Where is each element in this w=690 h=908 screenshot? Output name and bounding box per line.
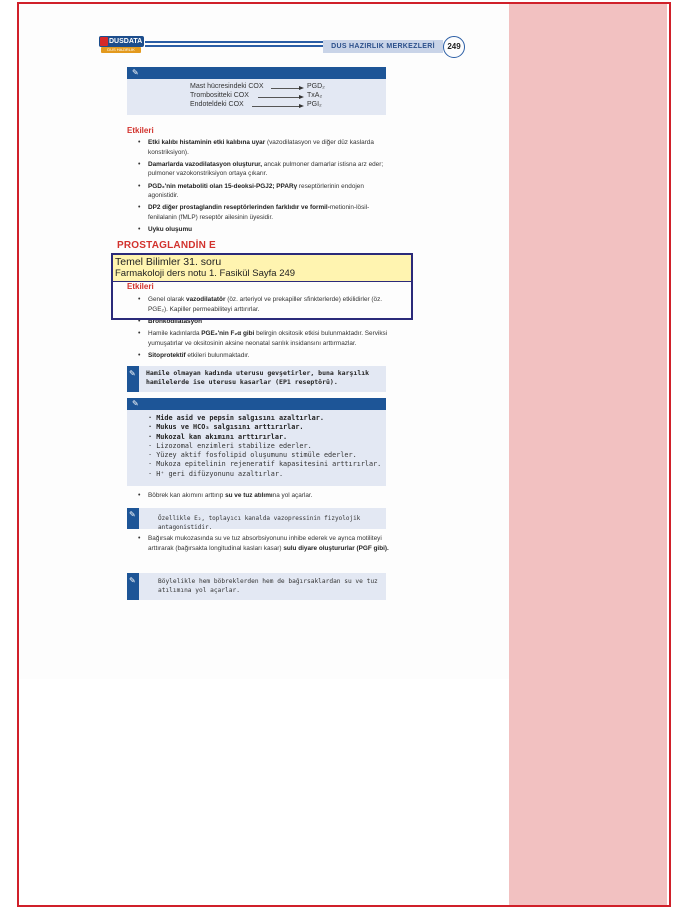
e2-note-text: Özellikle E₂, toplayıcı kanalda vazopressinin fizyolojik antagonistidir. [158,515,361,532]
list-item: • PGD₂'nin metaboliti olan 15-deoksi-PGJ2; PPARγ reseptörlerinin endojen agonistidir. [137,182,389,201]
arrow-icon [252,106,299,107]
cox-platelet-label: Trombositteki COX [190,92,249,99]
final-note-text: Böylelikle hem böbreklerden hem de bağırsaklardan su ve tuz atılımına yol açarlar. [158,578,378,595]
annotation-header [113,255,411,282]
note-side-bar [127,508,139,529]
pencil-icon: ✎ [132,399,139,408]
list-item: · Mukozal kan akımını arttırırlar. [148,433,381,442]
section-title-etkileri-2: Etkileri [127,282,154,291]
note-header-bar [127,67,386,79]
cox-note-box [127,67,386,115]
list-item: • Hamile kadınlarda PGE₂'nin F₂α gibi belirgin oksitosik etkisi bulunmaktadır. Serviksi yumuşatırlar ve oksitosinin aksine neonatal sarılık insidansını arttırmazlar. [137,329,389,348]
page-number: 249 [443,36,465,58]
arrowhead-icon [299,86,304,90]
list-item: · Mukoza epitelinin rejeneratif kapasitesini arttırırlar. [148,460,381,469]
list-item: · H⁺ geri difüzyonunu azaltırlar. [148,470,381,479]
cox-endothelial-product: PGI₂ [307,101,322,108]
note-header-bar [127,398,386,410]
cox-endothelial-label: Endoteldeki COX [190,101,244,108]
list-item: • Bağırsak mukozasında su ve tuz absorbsiyonunu inhibe ederek ve ayrıca motiliteyi arttırarak (bağırsakta longitudinal kasları kasar) sulu diyare oluştururlar (PGF gibi). [137,534,389,553]
list-item: • Bronkodilatasyon [137,317,389,327]
list-item: • DP2 diğer prostaglandin reseptörlerinden farklıdır ve formil-metionin-lösil-fenilalanin (fMLP) reseptör ailesinin üyesidir. [137,203,389,222]
annotation-overlay [111,253,413,320]
note-side-bar [127,573,139,600]
section-title-etkileri: Etkileri [127,126,154,135]
list-item: • Genel olarak vazodilatatör (öz. arteriyol ve prekapiller sfinkterlerde) etkilidirler (öz. PGE₂). Kapiller permeabiliteyi arttırırlar. [137,295,389,314]
gi-effects-list [148,414,381,479]
arrowhead-icon [299,95,304,99]
kidney-list [137,491,389,503]
cox-mast-product: PGD₂ [307,83,325,90]
effects-list [137,138,389,237]
list-item: · Mukus ve HCO₃ salgısını arttırırlar. [148,423,381,432]
intestine-list [137,534,389,556]
note-side-bar [127,366,139,392]
list-item: • Etki kalıbı histaminin etki kalıbına uyar (vazodilatasyon ve diğer düz kaslarda konstriksiyon). [137,138,389,157]
cox-platelet-product: TxA₂ [307,92,323,99]
uterus-note-text: Hamile olmayan kadında uterusu gevşetirler, buna karşılık hamilelerde ise uterusu kasarlar (EP1 reseptörü). [146,369,370,387]
dusdata-logo [99,36,144,58]
list-item: • Damarlarda vazodilatasyon oluşturur, ancak pulmoner damarlar istisna arz eder; pulmoner vazokonstriksiyon ortaya çıkarır. [137,160,389,179]
logo-main: DUSDATA [99,36,144,47]
list-item: • Sitoprotektif etkileri bulunmaktadır. [137,351,389,361]
section-title-prostaglandin-e: PROSTAGLANDİN E [117,240,216,251]
pencil-icon: ✎ [129,576,136,585]
pencil-icon: ✎ [129,369,136,378]
cox-mast-label: Mast hücresindeki COX [190,83,264,90]
pencil-icon: ✎ [129,510,136,519]
header-tag: DUS HAZIRLIK MERKEZLERİ [323,40,443,53]
list-item: • Uyku oluşumu [137,225,389,235]
logo-mark-icon [100,37,108,46]
annotation-question: Temel Bilimler 31. soru [115,256,222,268]
logo-sub: DUS HAZIRLIK MERKEZLERİ [101,47,141,53]
list-item: • Böbrek kan akımını arttırıp su ve tuz atılımına yol açarlar. [137,491,389,501]
annotation-source: Farmakoloji ders notu 1. Fasikül Sayfa 249 [115,268,296,279]
arrowhead-icon [299,104,304,108]
header-rule [145,41,325,51]
side-panel [509,4,667,905]
arrow-icon [258,97,299,98]
list-item: · Yüzey aktif fosfolipid oluşumunu stimüle ederler. [148,451,381,460]
arrow-icon [271,88,299,89]
list-item: · Lizozomal enzimleri stabilize ederler. [148,442,381,451]
list-item: · Mide asid ve pepsin salgısını azaltırlar. [148,414,381,423]
pencil-icon: ✎ [132,68,139,77]
